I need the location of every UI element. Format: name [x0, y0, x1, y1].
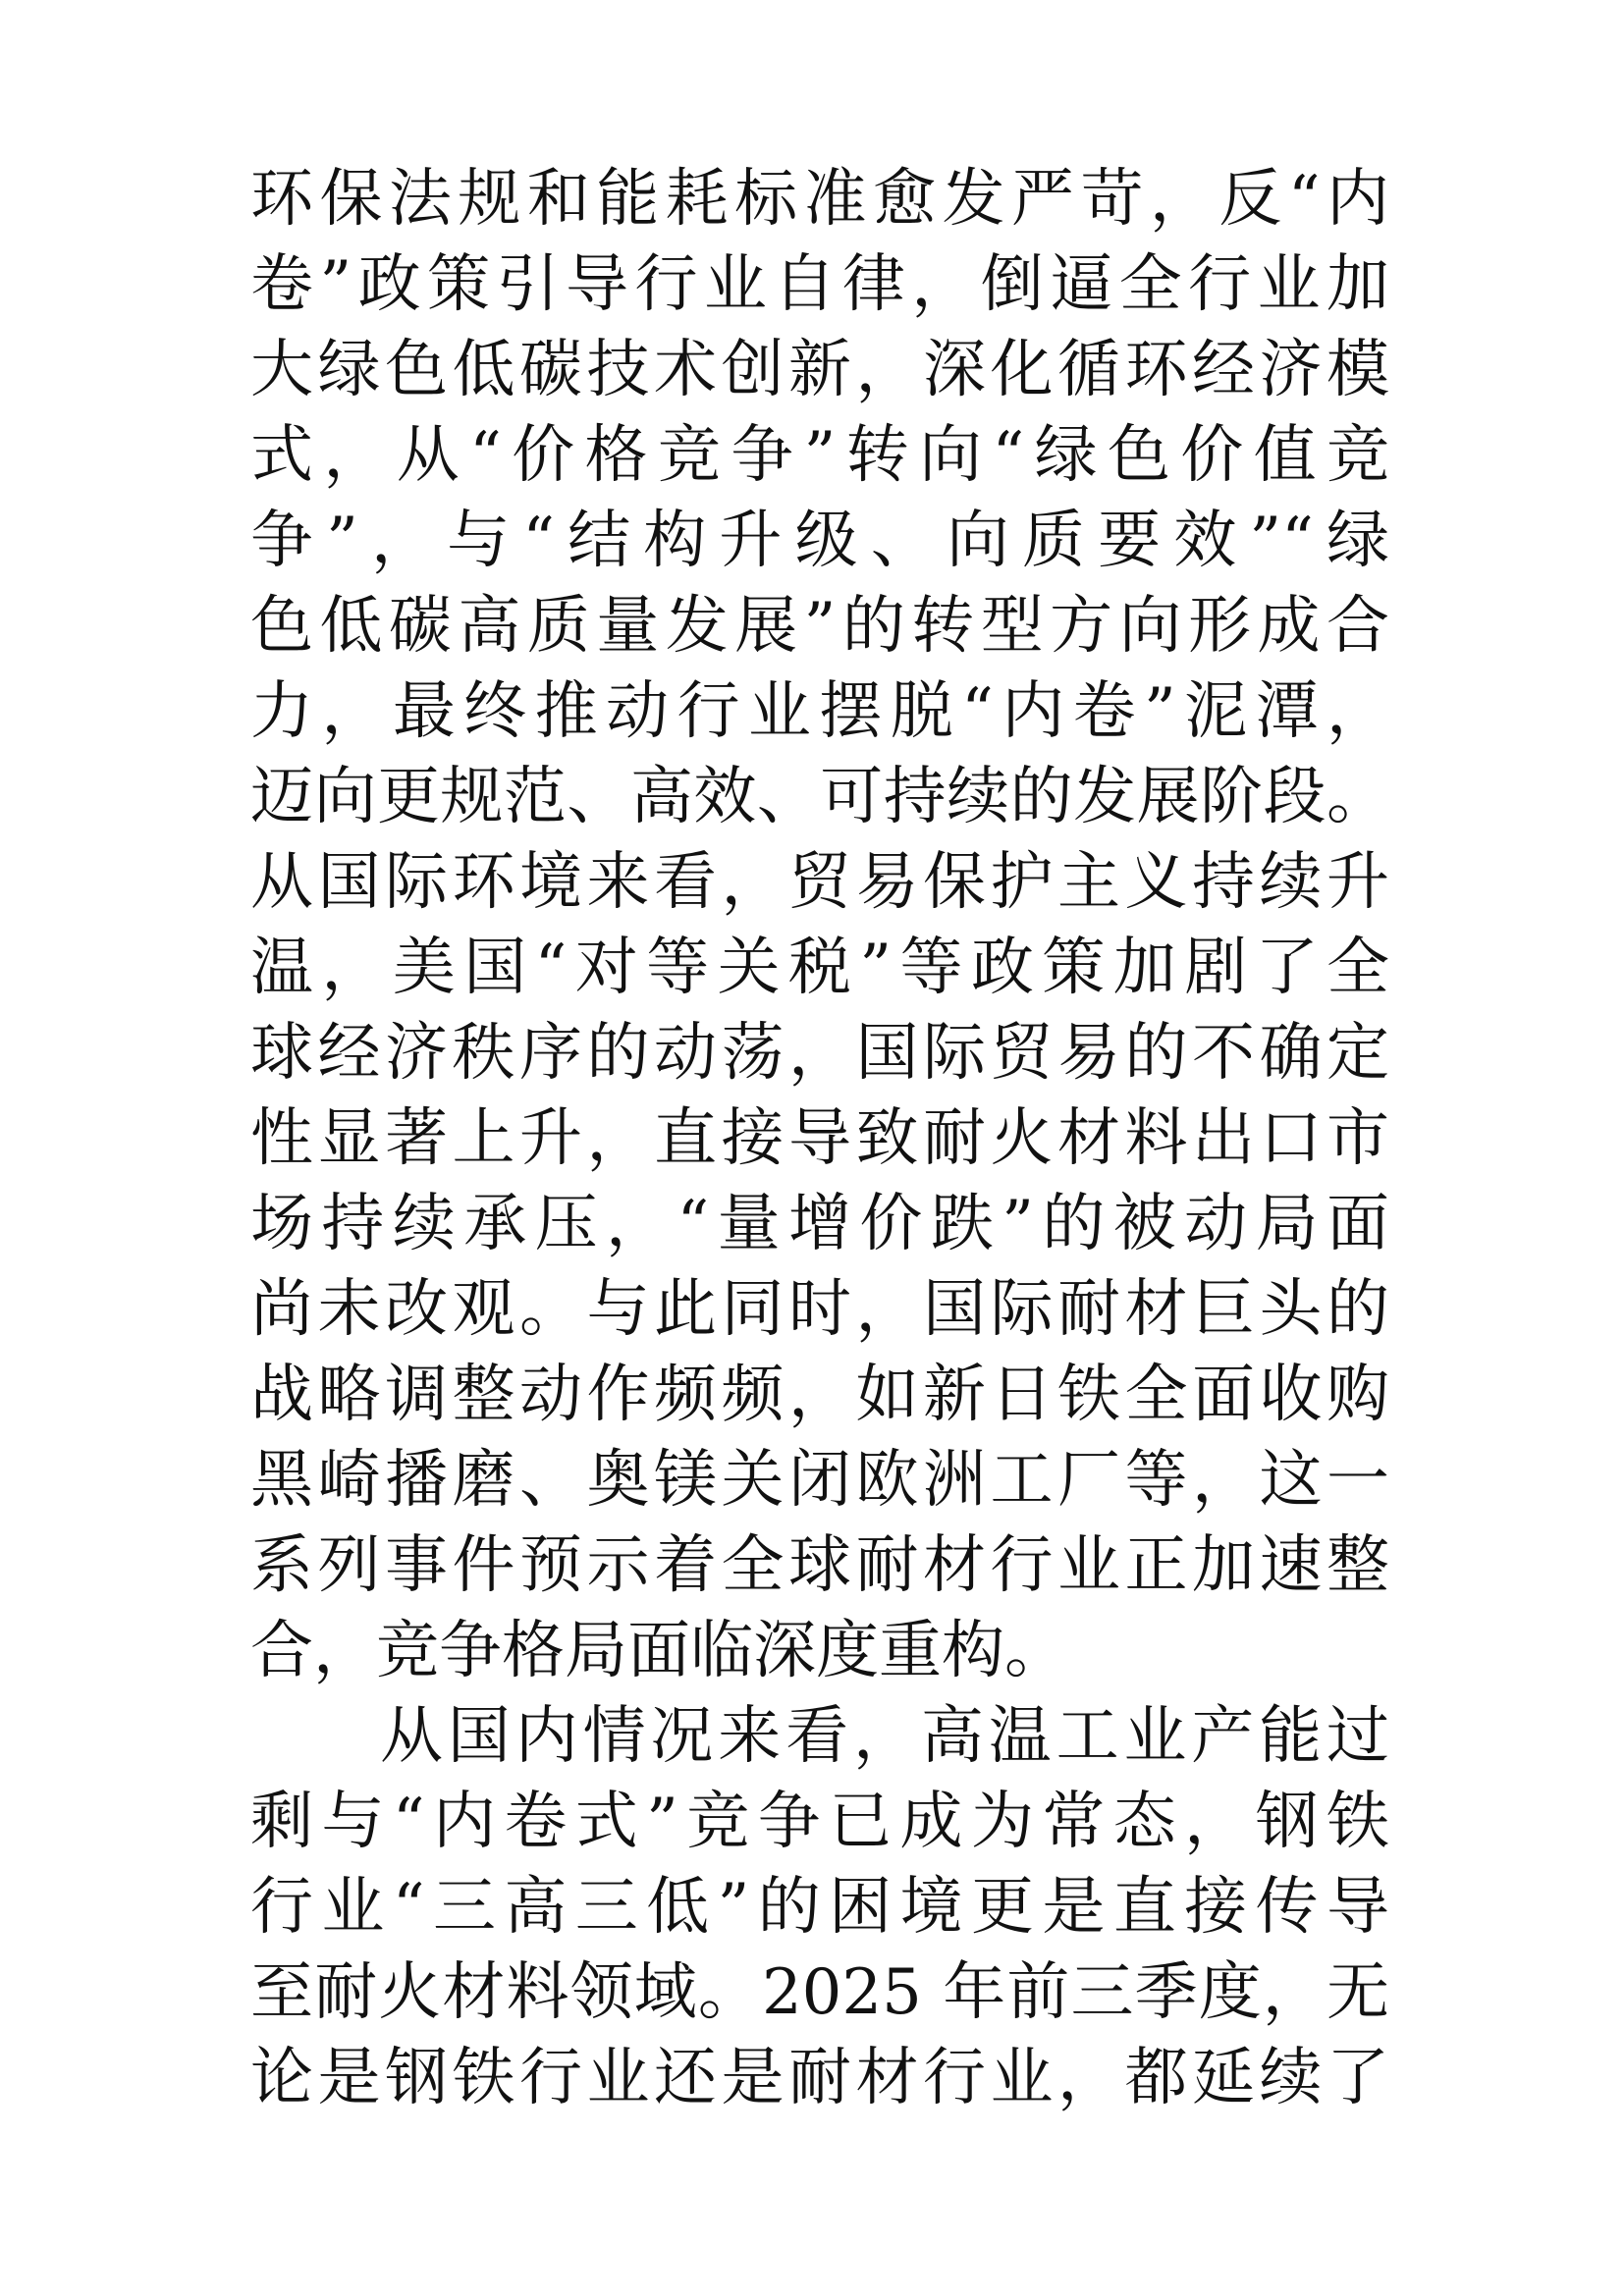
- text-line: 尚未改观。与此同时，国际耐材巨头的: [250, 1273, 1389, 1346]
- text-line: 色低碳高质量发展”的转型方向形成合: [250, 590, 1389, 663]
- text-line: 大绿色低碳技术创新，深化循环经济模: [250, 334, 1389, 406]
- text-line: 卷”政策引导行业自律，倒逼全行业加: [250, 248, 1389, 321]
- text-line: 合，竞争格局面临深度重构。: [250, 1615, 1067, 1687]
- text-line: 系列事件预示着全球耐材行业正加速整: [250, 1529, 1389, 1602]
- text-line: 从国际环境来看，贸易保护主义持续升: [250, 846, 1389, 919]
- text-line: 从国内情况来看，高温工业产能过: [380, 1700, 1389, 1773]
- text-line: 黑崎播磨、奥镁关闭欧洲工厂等，这一: [250, 1444, 1389, 1517]
- text-line: 论是钢铁行业还是耐材行业，都延续了: [250, 2042, 1389, 2114]
- text-line: 球经济秩序的动荡，国际贸易的不确定: [250, 1017, 1389, 1090]
- text-line: 争”，与“结构升级、向质要效”“绿: [250, 505, 1389, 577]
- body-text: [250, 157, 1389, 2121]
- text-line: 行业“三高三低”的困境更是直接传导: [250, 1871, 1389, 1944]
- text-line: 战略调整动作频频，如新日铁全面收购: [250, 1359, 1389, 1431]
- text-line: 式，从“价格竞争”转向“绿色价值竞: [250, 419, 1389, 492]
- text-line: 环保法规和能耗标准愈发严苛，反“内: [250, 163, 1389, 236]
- text-line: 迈向更规范、高效、可持续的发展阶段。: [250, 761, 1389, 833]
- paragraph: [250, 1694, 1389, 2121]
- text-line: 至耐火材料领域。2025 年前三季度，无: [250, 1956, 1389, 2029]
- text-line: 场持续承压，“量增价跌”的被动局面: [250, 1188, 1389, 1260]
- text-line: 性显著上升，直接导致耐火材料出口市: [250, 1102, 1389, 1175]
- text-line: 温，美国“对等关税”等政策加剧了全: [250, 932, 1389, 1004]
- paragraph: [250, 157, 1389, 1694]
- text-line: 剩与“内卷式”竞争已成为常态，钢铁: [250, 1786, 1389, 1858]
- text-line: 力，最终推动行业摆脱“内卷”泥潭，: [250, 675, 1389, 748]
